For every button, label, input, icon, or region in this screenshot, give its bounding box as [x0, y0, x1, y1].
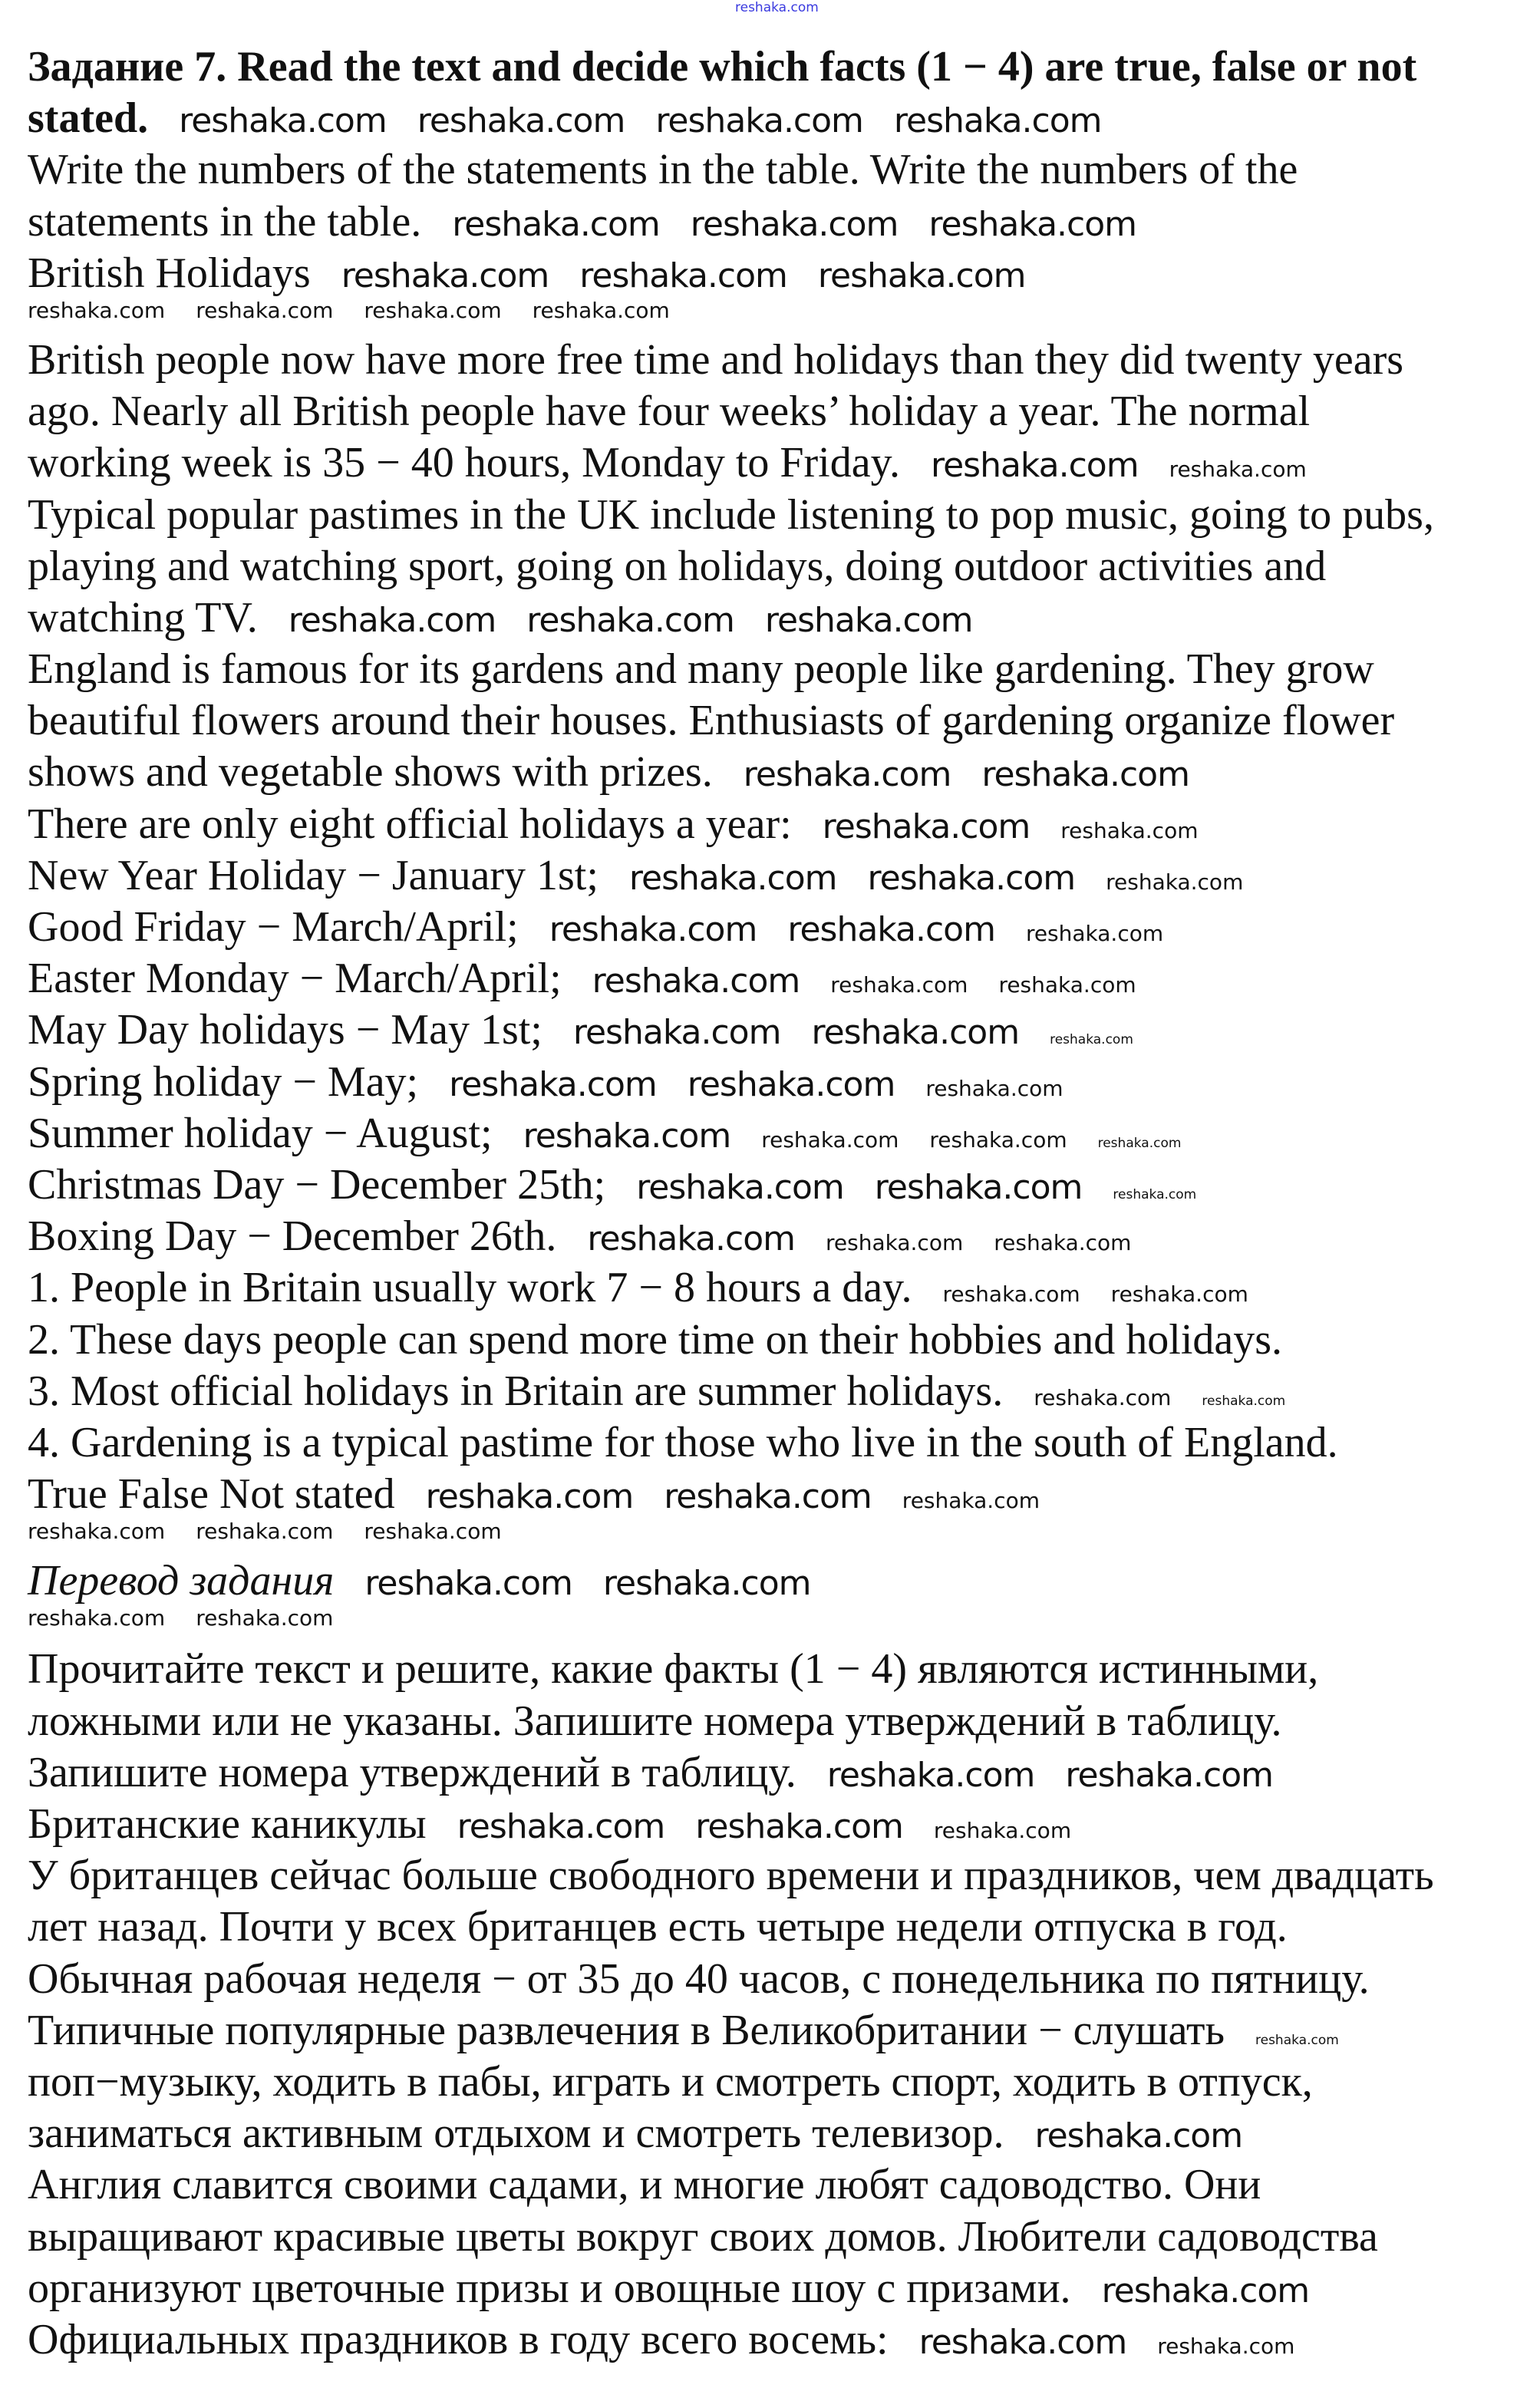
translation-line: лет назад. Почти у всех британцев есть четыре недели отпуска в год. [28, 1903, 1288, 1951]
translation-line: поп−музыку, ходить в пабы, играть и смотреть спорт, ходить в отпуск, [28, 2057, 1313, 2106]
text-line: ago. Nearly all British people have four weeks’ holiday a year. The normal [28, 388, 1311, 436]
watermark: reshaka.com [918, 2322, 1127, 2362]
text-line: playing and watching sport, going on holidays, doing outdoor activities and [28, 542, 1327, 590]
text-line-row [28, 1057, 1434, 1108]
watermark: reshaka.com [1101, 2271, 1310, 2310]
watermark: reshaka.com [364, 297, 502, 323]
task-instruction: statements in the table. [28, 197, 422, 246]
translation-line: Запишите номера утверждений в таблицу. [28, 1748, 796, 1796]
watermark: reshaka.com [1060, 817, 1199, 843]
watermark: reshaka.com [196, 297, 334, 323]
text-line: May Day holidays − May 1st; [28, 1006, 542, 1054]
statement-item-row [28, 1314, 1434, 1366]
text-line-row [28, 953, 1434, 1004]
answer-table-header-row [28, 1469, 1434, 1520]
watermark: reshaka.com [28, 1519, 166, 1545]
text-line-row [28, 1108, 1434, 1159]
answer-table-header: True False Not stated [28, 1470, 395, 1519]
translation-line: выращивают красивые цветы вокруг своих домов. Любители садоводства [28, 2212, 1378, 2261]
translation-line: Британские каникулы [28, 1800, 427, 1848]
text-line: British people now have more free time and holidays than they did twenty years [28, 335, 1404, 384]
watermark: reshaka.com [532, 297, 670, 323]
watermark: reshaka.com [179, 101, 387, 141]
translation-line-row [28, 1954, 1434, 2005]
watermark: reshaka.com [826, 1755, 1035, 1795]
watermark: reshaka.com [425, 1477, 634, 1517]
statement-item-row [28, 1417, 1434, 1469]
watermark: reshaka.com [196, 1605, 334, 1631]
text-line: Summer holiday − August; [28, 1109, 493, 1157]
translation-line-row [28, 2314, 1434, 2366]
translation-line-row [28, 1644, 1434, 1695]
watermark: reshaka.com [761, 1126, 899, 1153]
watermark: reshaka.com [787, 910, 995, 949]
text-line: watching TV. [28, 593, 258, 642]
watermark: reshaka.com [826, 1230, 964, 1256]
text-line: beautiful flowers around their houses. Enthusiasts of gardening organize flower [28, 697, 1395, 745]
watermark: reshaka.com [981, 755, 1189, 795]
text-line: There are only eight official holidays a year: [28, 800, 792, 848]
text-title: British Holidays [28, 249, 311, 297]
text-line: Good Friday − March/April; [28, 903, 519, 951]
watermark: reshaka.com [1025, 921, 1164, 946]
watermark: reshaka.com [628, 858, 837, 898]
translation-line-row [28, 1696, 1434, 1747]
text-line: Easter Monday − March/April; [28, 955, 562, 1003]
statement-item: 1. People in Britain usually work 7 − 8 hours a day. [28, 1264, 912, 1312]
translation-line-row [28, 2159, 1434, 2211]
watermark: reshaka.com [592, 961, 800, 1001]
watermark: reshaka.com [933, 1818, 1072, 1843]
watermark: reshaka.com [867, 858, 1076, 898]
text-line: shows and vegetable shows with prizes. [28, 748, 713, 797]
watermark: reshaka.com [417, 101, 625, 141]
translation-heading-row [28, 1555, 1434, 1607]
text-line-row [28, 644, 1434, 695]
watermark: reshaka.com [196, 1519, 334, 1545]
watermark: reshaka.com [1106, 869, 1244, 895]
text-line-row [28, 1004, 1434, 1056]
translation-line: Англия славится своими садами, и многие любят садоводство. Они [28, 2161, 1261, 2209]
task-title: Задание 7. Read the text and decide which facts (1 − 4) are true, false or not [28, 43, 1417, 91]
watermark: reshaka.com [449, 1064, 657, 1104]
translation-line: Официальных праздников в году всего восемь: [28, 2315, 889, 2363]
header-watermark-link[interactable]: reshaka.com [735, 0, 819, 15]
watermark: reshaka.com [764, 600, 973, 640]
watermark: reshaka.com [655, 101, 863, 141]
watermark: reshaka.com [929, 1126, 1067, 1153]
watermark: reshaka.com [874, 1167, 1083, 1207]
task-title-row [28, 41, 1434, 93]
watermark: reshaka.com [687, 1064, 895, 1104]
text-line: Christmas Day − December 25th; [28, 1160, 606, 1209]
watermark: reshaka.com [572, 1013, 781, 1053]
watermark: reshaka.com [822, 806, 1031, 846]
text-line-row [28, 490, 1434, 541]
text-line-row [28, 850, 1434, 902]
watermark: reshaka.com [690, 204, 899, 244]
text-line-row [28, 799, 1434, 850]
watermark: reshaka.com [1169, 457, 1307, 483]
text-line-row [28, 335, 1434, 386]
text-line-row [28, 437, 1434, 489]
statement-item-row [28, 1366, 1434, 1417]
translation-line: Прочитайте текст и решите, какие факты (1 − 4) являются истинными, [28, 1645, 1319, 1694]
watermark: reshaka.com [457, 1807, 665, 1846]
watermark: reshaka.com [664, 1477, 872, 1517]
translation-line: заниматься активным отдыхом и смотреть телевизор. [28, 2109, 1004, 2158]
text-line-row [28, 1211, 1434, 1262]
text-line: Boxing Day − December 26th. [28, 1212, 557, 1261]
text-line: Spring holiday − May; [28, 1057, 419, 1106]
translation-line-row [28, 1747, 1434, 1799]
translation-line-row [28, 1850, 1434, 1901]
translation-line-row [28, 2057, 1434, 2108]
watermark: reshaka.com [994, 1230, 1132, 1256]
text-line-row [28, 541, 1434, 592]
watermark: reshaka.com [28, 1605, 166, 1631]
watermark: reshaka.com [1050, 1032, 1133, 1048]
watermark: reshaka.com [1255, 2032, 1339, 2048]
text-line: New Year Holiday − January 1st; [28, 851, 599, 899]
translation-line: Обычная рабочая неделя − от 35 до 40 часов, с понедельника по пятницу. [28, 1954, 1370, 2003]
task-title-row [28, 93, 1434, 144]
watermark: reshaka.com [930, 446, 1139, 486]
spacer-row [28, 1607, 1434, 1644]
watermark: reshaka.com [1202, 1393, 1286, 1409]
statement-item: 3. Most official holidays in Britain are summer holidays. [28, 1367, 1004, 1415]
statement-item: 2. These days people can spend more time on their hobbies and holidays. [28, 1315, 1283, 1364]
watermark: reshaka.com [743, 755, 951, 795]
text-line: working week is 35 − 40 hours, Monday to Friday. [28, 439, 900, 487]
watermark: reshaka.com [1113, 1186, 1197, 1202]
task-instruction-row [28, 144, 1434, 196]
watermark: reshaka.com [1034, 2116, 1243, 2156]
watermark: reshaka.com [364, 1564, 572, 1604]
watermark: reshaka.com [695, 1807, 903, 1846]
watermark: reshaka.com [526, 600, 734, 640]
translation-line-row [28, 2212, 1434, 2263]
watermark: reshaka.com [893, 101, 1102, 141]
watermark: reshaka.com [998, 972, 1136, 998]
translation-line-row [28, 1799, 1434, 1850]
translation-line: ложными или не указаны. Запишите номера утверждений в таблицу. [28, 1697, 1282, 1745]
task-instruction: Write the numbers of the statements in the table. Write the numbers of the [28, 146, 1298, 194]
spacer-row [28, 1520, 1434, 1555]
statement-item: 4. Gardening is a typical pastime for those who live in the south of England. [28, 1418, 1338, 1466]
text-line-row [28, 592, 1434, 644]
text-line-row [28, 695, 1434, 747]
text-line-row [28, 386, 1434, 437]
watermark: reshaka.com [341, 256, 549, 295]
translation-line-row [28, 1901, 1434, 1953]
watermark: reshaka.com [817, 256, 1026, 295]
watermark: reshaka.com [288, 600, 496, 640]
watermark: reshaka.com [636, 1167, 844, 1207]
watermark: reshaka.com [925, 1075, 1063, 1101]
text-line: England is famous for its gardens and many people like gardening. They grow [28, 645, 1374, 694]
watermark: reshaka.com [28, 297, 166, 323]
watermark: reshaka.com [1065, 1755, 1274, 1795]
watermark: reshaka.com [1110, 1281, 1248, 1308]
translation-line-row [28, 2005, 1434, 2057]
watermark: reshaka.com [830, 972, 968, 998]
watermark: reshaka.com [587, 1219, 796, 1259]
watermark: reshaka.com [902, 1488, 1040, 1514]
watermark: reshaka.com [1034, 1384, 1172, 1410]
text-line-row [28, 1159, 1434, 1211]
translation-line-row [28, 2263, 1434, 2314]
translation-line: У британцев сейчас больше свободного времени и праздников, чем двадцать [28, 1852, 1434, 1900]
watermark: reshaka.com [364, 1519, 502, 1545]
task-title: stated. [28, 94, 149, 143]
task-instruction-row [28, 196, 1434, 248]
watermark: reshaka.com [523, 1116, 731, 1156]
watermark: reshaka.com [942, 1281, 1080, 1308]
statement-item-row [28, 1262, 1434, 1314]
text-line-row [28, 902, 1434, 953]
translation-line: организуют цветочные призы и овощные шоу с призами. [28, 2264, 1071, 2312]
watermark: reshaka.com [579, 256, 787, 295]
watermark: reshaka.com [452, 204, 660, 244]
watermark: reshaka.com [811, 1013, 1020, 1053]
spacer-row [28, 299, 1434, 335]
translation-heading: Перевод задания [28, 1557, 335, 1605]
text-title-row [28, 248, 1434, 299]
text-line-row [28, 747, 1434, 798]
watermark: reshaka.com [1157, 2333, 1295, 2359]
watermark: reshaka.com [549, 910, 757, 949]
watermark: reshaka.com [928, 204, 1137, 244]
watermark: reshaka.com [1097, 1135, 1182, 1151]
translation-line: Типичные популярные развлечения в Великобритании − слушать [28, 2006, 1225, 2054]
text-line: Typical popular pastimes in the UK include listening to pop music, going to pubs, [28, 490, 1434, 539]
watermark: reshaka.com [602, 1564, 811, 1604]
document [28, 41, 1434, 2366]
translation-line-row [28, 2108, 1434, 2159]
